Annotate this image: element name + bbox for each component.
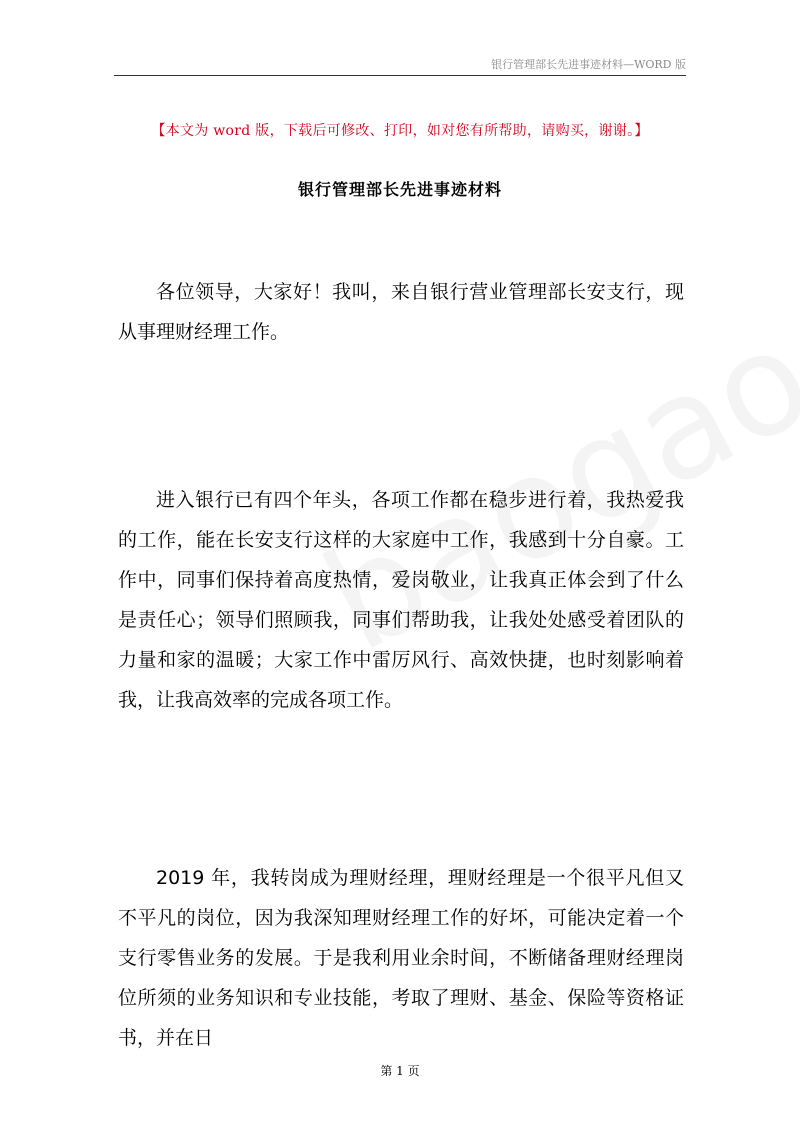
- paragraph-3: 2019 年，我转岗成为理财经理，理财经理是一个很平凡但又不平凡的岗位，因为我深知理财经理工作的好坏，可能决定着一个支行零售业务的发展。于是我利用业余时间，不断储备理财经理岗位所须的业务知识和专业技能，考取了理财、基金、保险等资格证书，并在日: [118, 867, 684, 1049]
- paragraph-2: 进入银行已有四个年头，各项工作都在稳步进行着，我热爱我的工作，能在长安支行这样的大家庭中工作，我感到十分自豪。工作中，同事们保持着高度热情，爱岗敬业，让我真正体会到了什么是责任心；领导们照顾我，同事们帮助我，让我处处感受着团队的力量和家的温暖；大家工作中雷厉风行、高效快捷，也时刻影响着我，让我高效率的完成各项工作。: [118, 489, 684, 711]
- page-number: 第 1 页: [380, 1064, 420, 1078]
- download-notice: 【本文为 word 版，下载后可修改、打印，如对您有所帮助，请购买，谢谢。】: [151, 123, 649, 139]
- header-divider: [114, 75, 686, 76]
- document-title: 银行管理部长先进事迹材料: [297, 180, 502, 199]
- running-header: 银行管理部长先进事迹材料—WORD 版: [491, 58, 686, 71]
- paragraph-1: 各位领导，大家好！我叫，来自银行营业管理部长安支行，现从事理财经理工作。: [118, 281, 684, 343]
